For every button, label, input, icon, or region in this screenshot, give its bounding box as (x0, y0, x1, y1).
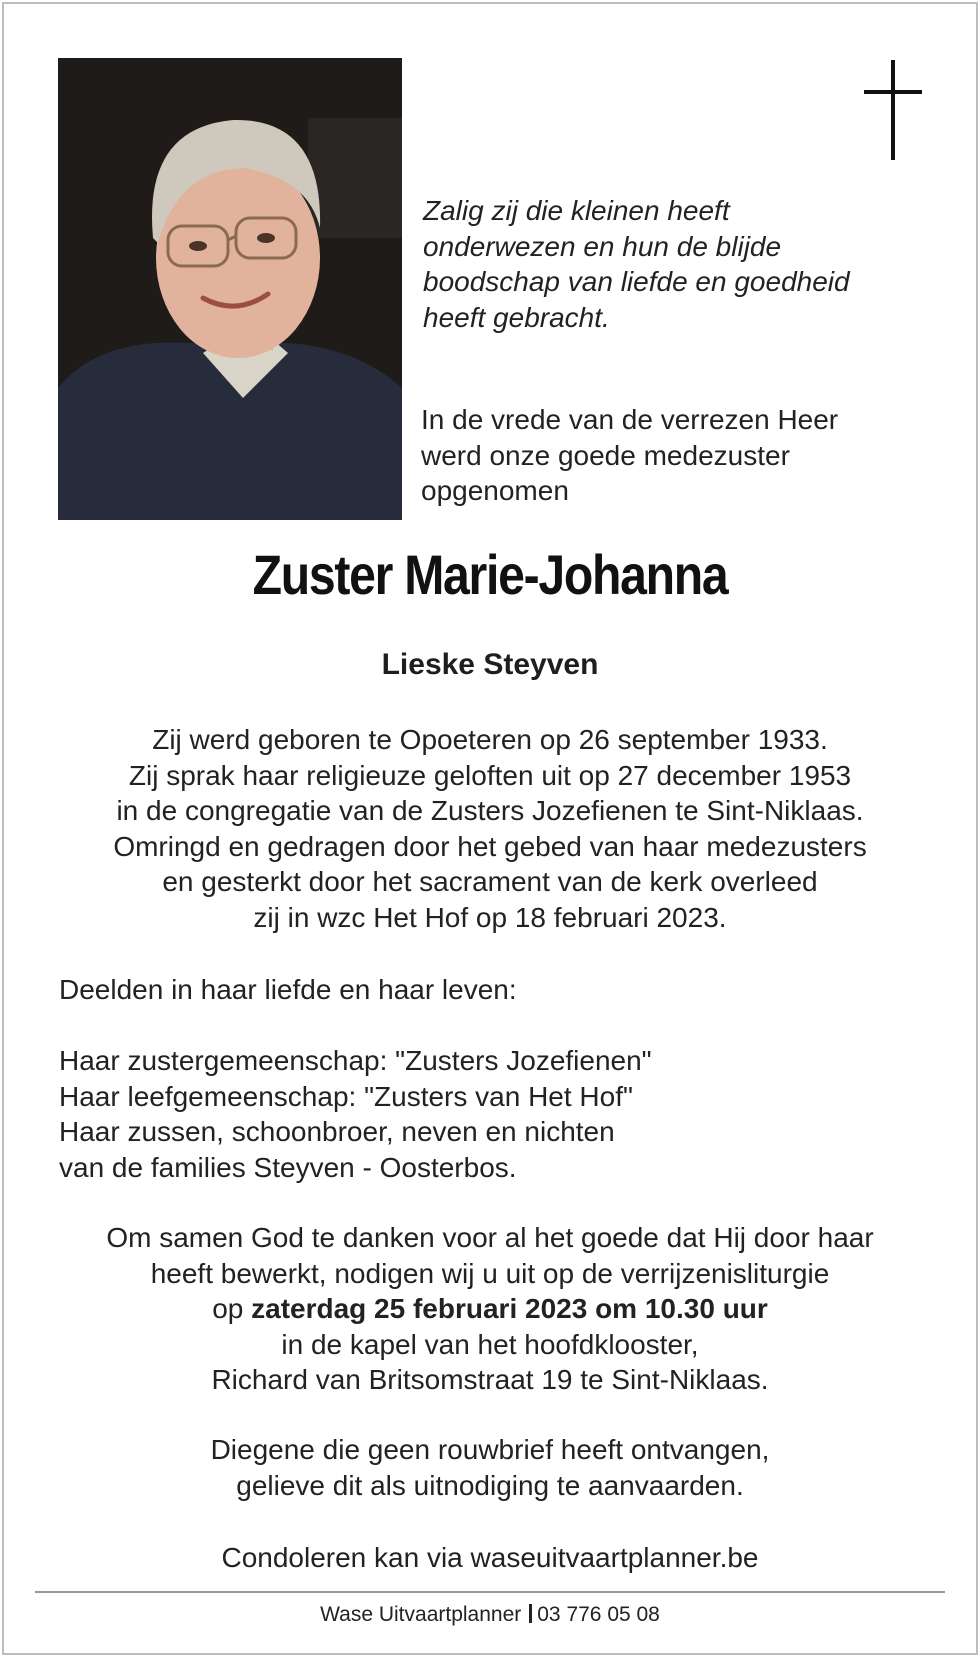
family-line: van de families Steyven - Oosterbos. (59, 1151, 517, 1183)
service-line: Om samen God te danken voor al het goede dat Hij door haar (106, 1222, 874, 1253)
footer (0, 1603, 980, 1627)
family-list (59, 1043, 939, 1185)
bio-line: in de congregatie van de Zusters Jozefienen te Sint-Niklaas. (116, 795, 864, 826)
invitation-line: Diegene die geen rouwbrief heeft ontvangen, (210, 1434, 770, 1465)
footer-phone: 03 776 05 08 (537, 1603, 660, 1626)
portrait-illustration (58, 58, 402, 520)
service-address: Richard van Britsomstraat 19 te Sint-Niklaas. (211, 1364, 769, 1395)
deceased-name: Zuster Marie-Johanna (252, 543, 728, 606)
invitation-note (40, 1432, 940, 1503)
footer-company: Wase Uitvaartplanner (320, 1603, 522, 1626)
civil-name: Lieske Steyven (381, 648, 599, 681)
family-line: Haar zussen, schoonbroer, neven en nichten (59, 1116, 615, 1147)
condolence-text: Condoleren kan via waseuitvaartplanner.be (221, 1542, 759, 1573)
portrait-photo (58, 58, 402, 520)
intro-text (421, 402, 931, 509)
biography (40, 722, 940, 935)
service-line: in de kapel van het hoofdklooster, (281, 1328, 699, 1360)
family-line: Haar zustergemeenschap: "Zusters Jozefienen" (59, 1045, 652, 1076)
service-line: heeft bewerkt, nodigen wij u uit op de verrijzenisliturgie (150, 1257, 830, 1289)
service-details (40, 1220, 940, 1398)
invitation-line: gelieve dit als uitnodiging te aanvaarden. (236, 1469, 744, 1501)
intro-line: In de vrede van de verrezen Heer (421, 404, 839, 435)
footer-divider (35, 1591, 945, 1593)
footer-separator (529, 1604, 532, 1623)
service-date-line (40, 1291, 940, 1327)
bible-quote (423, 193, 933, 335)
cross-icon (864, 60, 922, 160)
quote-line: onderwezen en hun de blijde (423, 230, 782, 262)
bio-line: Omringd en gedragen door het gebed van haar medezusters (113, 830, 867, 862)
bio-line: zij in wzc Het Hof op 18 februari 2023. (253, 901, 727, 933)
intro-line: opgenomen (421, 475, 569, 506)
service-date-prefix: op (212, 1293, 244, 1324)
quote-line: boodschap van liefde en goedheid (423, 266, 850, 297)
bio-line: Zij werd geboren te Opoeteren op 26 september 1933. (152, 724, 828, 755)
shared-heading: Deelden in haar liefde en haar leven: (59, 974, 517, 1005)
family-line: Haar leefgemeenschap: "Zusters van Het Hof" (59, 1080, 633, 1112)
intro-line: werd onze goede medezuster (421, 439, 790, 471)
service-date: zaterdag 25 februari 2023 om 10.30 uur (251, 1293, 768, 1324)
bio-line: Zij sprak haar religieuze geloften uit op 27 december 1953 (128, 759, 852, 791)
bio-line: en gesterkt door het sacrament van de kerk overleed (162, 866, 818, 897)
quote-line: heeft gebracht. (423, 301, 610, 333)
quote-line: Zalig zij die kleinen heeft (423, 195, 730, 226)
